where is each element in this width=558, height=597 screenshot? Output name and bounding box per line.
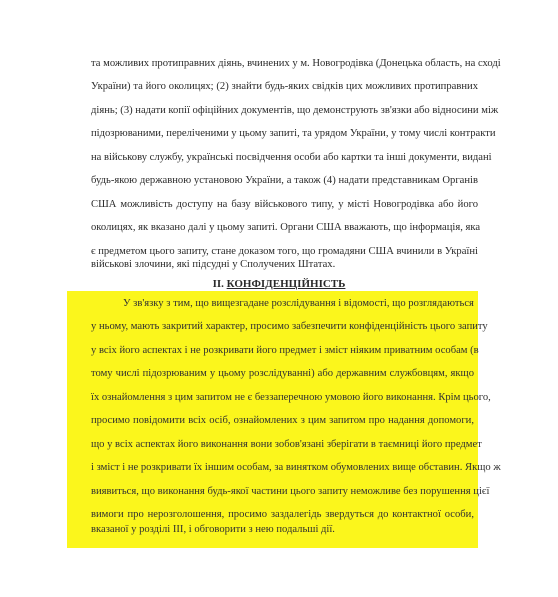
highlight-line-7: що у всіх аспектах його виконання вони зобов'язані зберігати в таємниці його предмет — [91, 439, 482, 450]
highlight-line-4: тому числі підозрюваним у цьому розслідуванні) або державним службовцям, якщо — [91, 368, 474, 379]
section-heading — [67, 277, 491, 291]
body-line-10: військові злочини, які підсудні у Сполучених Штатах. — [91, 259, 336, 270]
body-line-2: України) та його околицях; (2) знайти будь-яких свідків цих можливих протиправних — [91, 81, 478, 92]
body-line-4: підозрюваними, переліченими у цьому запиті, та урядом України, у тому числі контракти — [91, 128, 496, 139]
section-number: II. — [212, 278, 224, 290]
highlight-line-6: просимо повідомити всіх осіб, ознайомлених з цим запитом про надання допомоги, — [91, 415, 474, 426]
highlight-line-8: і зміст і не розкривати їх іншим особам, за винятком обумовлених вище обставин. Якщо ж — [91, 462, 501, 473]
body-line-7: США можливість доступу на базу військового типу, у місті Новогродівка або його — [91, 199, 478, 210]
highlighted-paragraph — [67, 291, 501, 548]
section-title: КОНФІДЕНЦІЙНІСТЬ — [226, 278, 346, 290]
body-line-6: будь-якою державною установою України, а також (4) надати представникам Органів — [91, 175, 478, 186]
highlight-line-3: у всіх його аспектах і не розкривати його предмет і зміст ніяким приватним особам (в — [91, 345, 479, 356]
highlight-line-5: їх ознайомлення з цим запитом не є беззаперечною умовою його виконання. Крім цього, — [91, 392, 491, 403]
highlight-line-11: вказаної у розділі III, і обговорити з нею подальші дії. — [91, 524, 335, 535]
highlight-line-10: вимоги про нерозголошення, просимо заздалегідь звердуться до контактної особи, — [91, 509, 474, 520]
body-line-3: діянь; (3) надати копії офіційних документів, що демонструють зв'язки або відносини між — [91, 105, 499, 116]
highlight-line-9: виявиться, що виконання будь-якої частини цього запиту неможливе без порушення цієї — [91, 486, 490, 497]
highlight-line-1: У зв'язку з тим, що вищезгадане розслідування і відомості, що розглядаються — [123, 298, 474, 309]
highlight-line-2: у ньому, мають закритий характер, просимо забезпечити конфіденційність цього запиту — [91, 321, 488, 332]
body-line-1: та можливих протиправних діянь, вчинених у м. Новогродівка (Донецька область, на сході — [91, 58, 501, 69]
body-line-9: є предметом цього запиту, стане доказом того, що громадяни США вчинили в Україні — [91, 246, 478, 257]
body-line-8: околицях, як вказано далі у цьому запиті. Органи США вважають, що інформація, яка — [91, 222, 481, 233]
body-line-5: на військову службу, українські посвідчення особи або картки та інші документи, видані — [91, 152, 492, 163]
